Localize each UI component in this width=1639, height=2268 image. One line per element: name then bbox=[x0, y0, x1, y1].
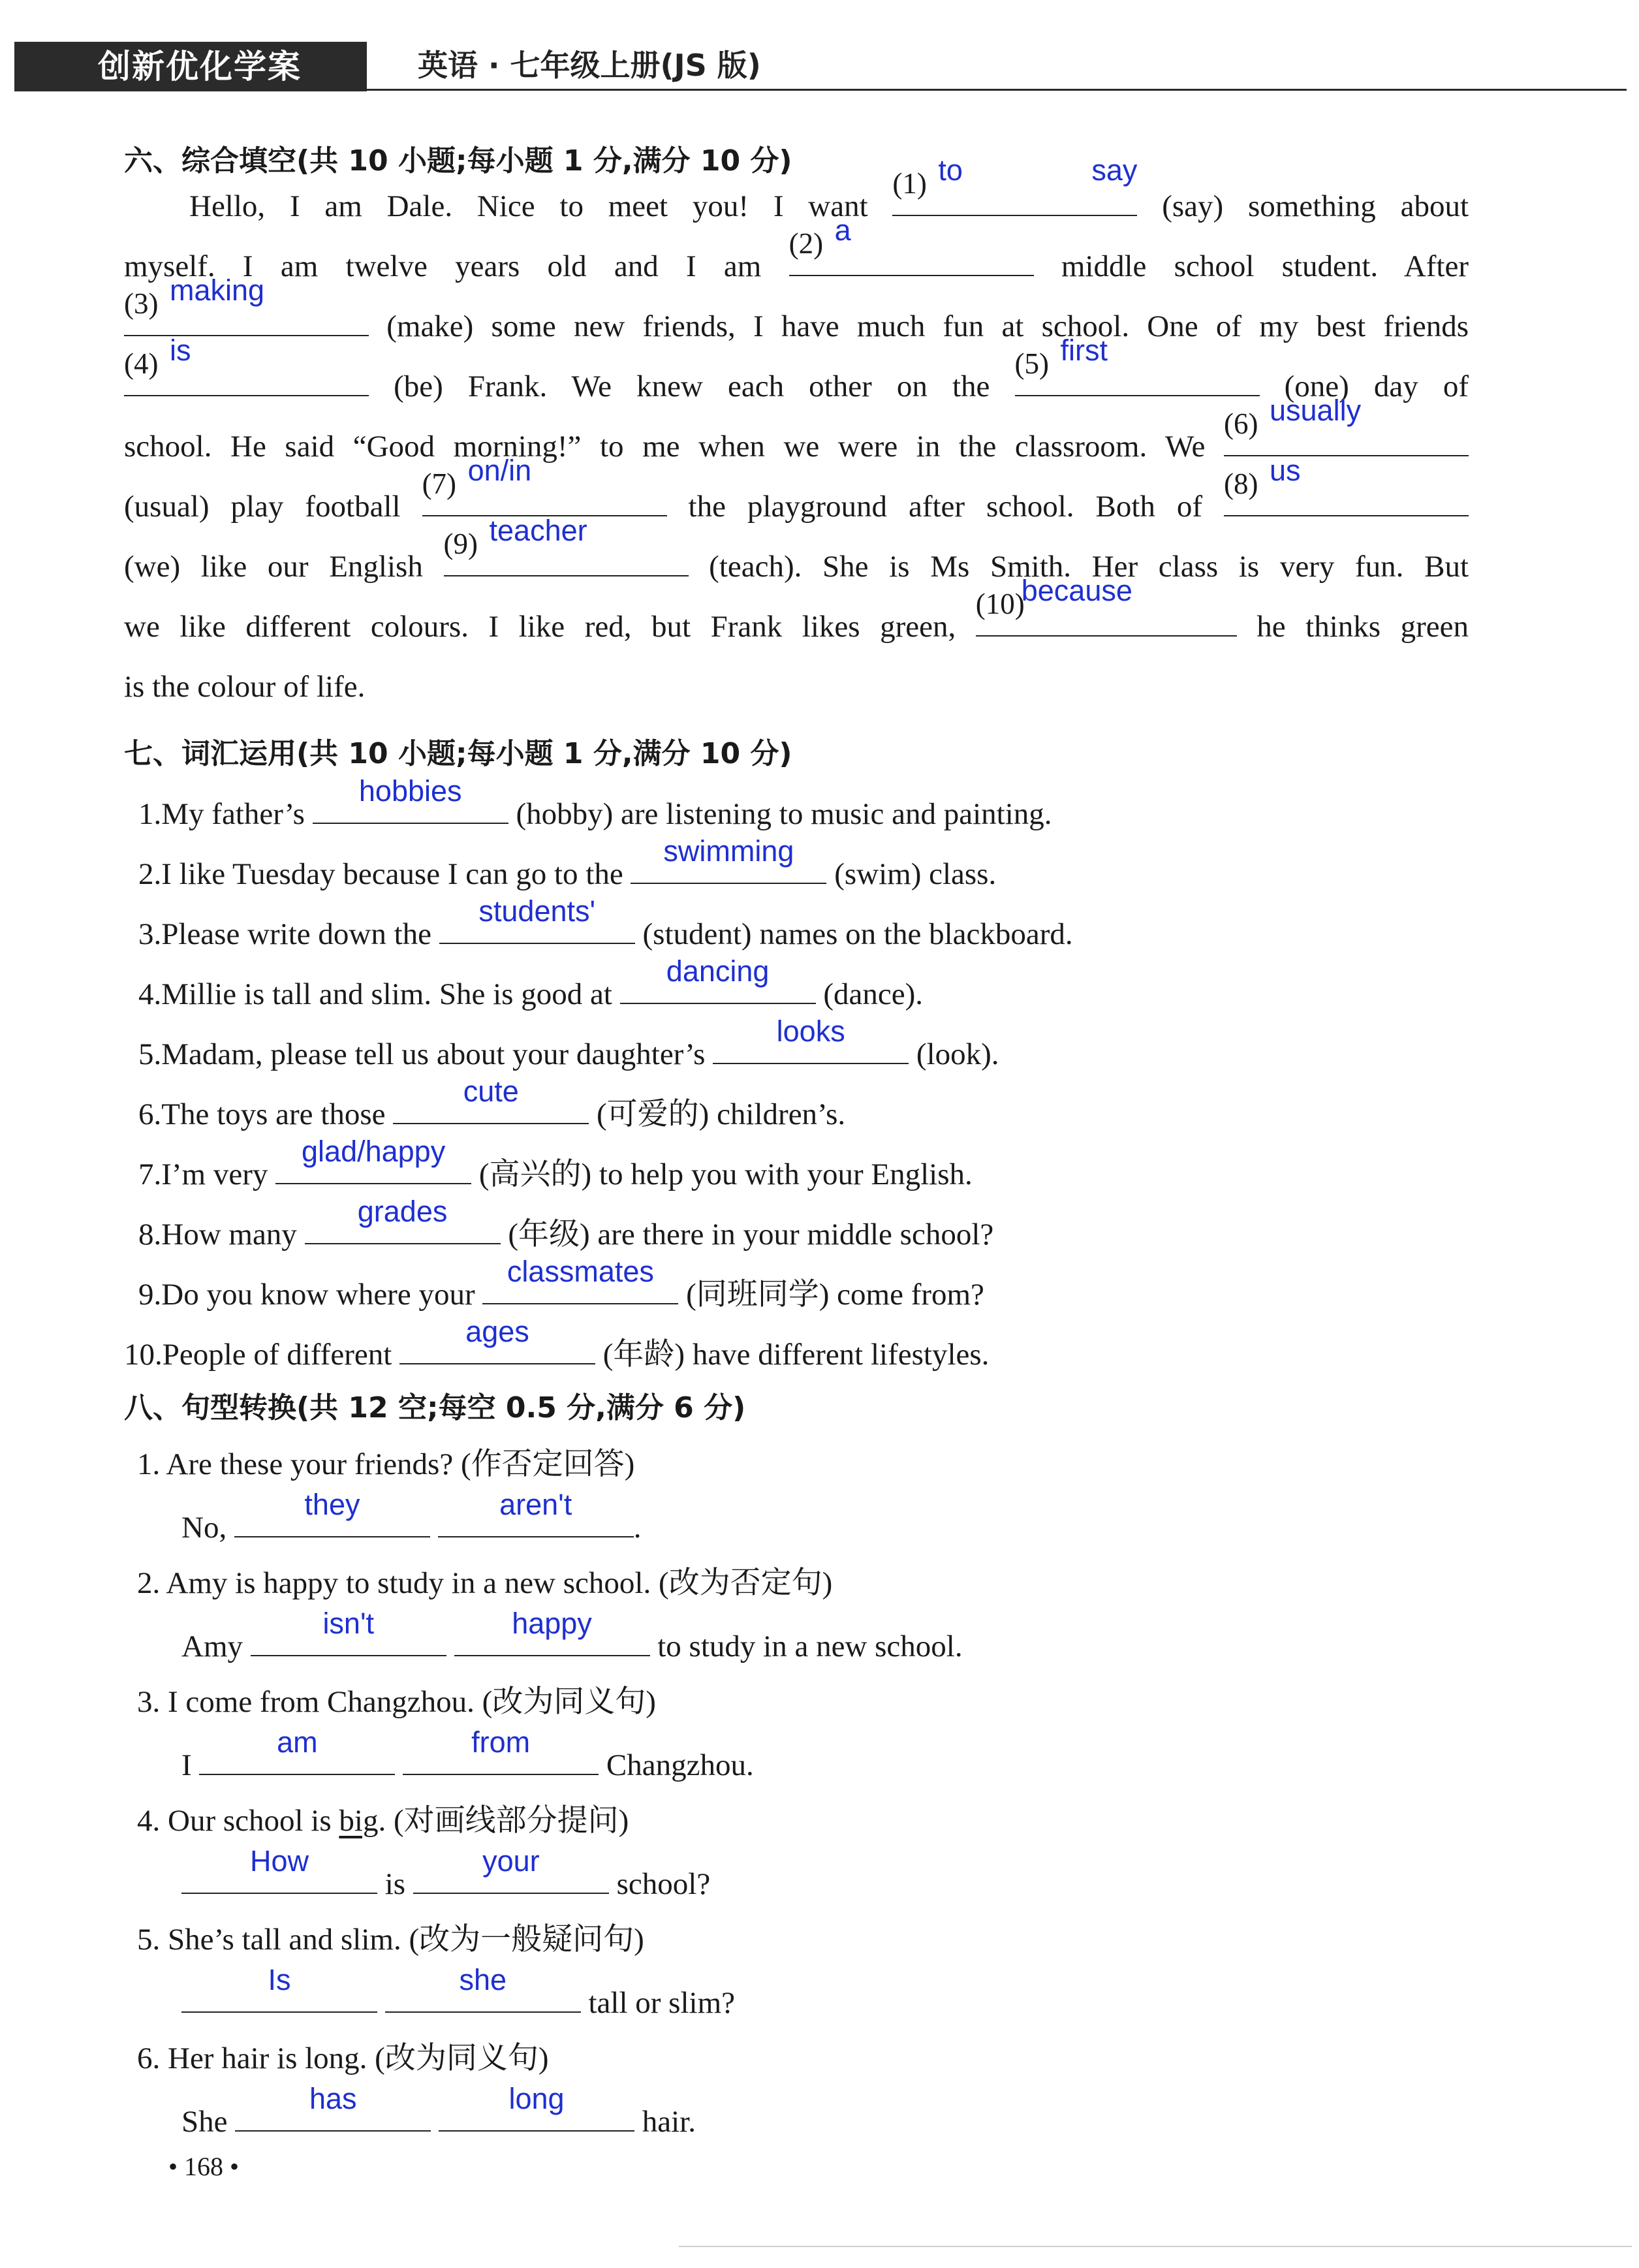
blank-number: (10) bbox=[975, 588, 1025, 620]
vocab-item: 3.Please write down the students' (student) names on the blackboard. bbox=[138, 894, 1073, 951]
vocab-blank[interactable] bbox=[313, 774, 508, 824]
transform-answer-line: How is your school? bbox=[181, 1856, 710, 1902]
vocab-blank[interactable] bbox=[620, 954, 816, 1004]
footer-rule bbox=[679, 2246, 1632, 2247]
answer-blank-1[interactable] bbox=[181, 1844, 377, 1894]
answer-text: from bbox=[471, 1725, 531, 1759]
item-suffix: (swim) class. bbox=[826, 857, 997, 891]
answer-text: they bbox=[304, 1488, 360, 1521]
passage-line: (4) is (be) Frank. We knew each other on the (5) first (one) day of bbox=[124, 356, 1469, 417]
item-number: 4. bbox=[138, 977, 162, 1011]
vocab-item: 8.How many grades (年级) are there in your middle school? bbox=[138, 1195, 994, 1252]
passage-line: (usual) play football (7) on/in the playground after school. Both of (8) us bbox=[124, 477, 1469, 537]
answer-text: swimming bbox=[663, 834, 794, 868]
passage-line: is the colour of life. bbox=[124, 670, 366, 704]
blank-number: (1) bbox=[892, 167, 927, 200]
item-number: 3. bbox=[138, 917, 162, 951]
blank-number: (2) bbox=[788, 227, 824, 260]
answer-text: How bbox=[249, 1844, 309, 1878]
answer-blank-1[interactable] bbox=[199, 1725, 395, 1775]
passage-line: Hello, I am Dale. Nice to meet you! I want (1) to say (say) something about bbox=[124, 176, 1469, 236]
answer-text: to say bbox=[938, 153, 1138, 187]
passage-line: myself. I am twelve years old and I am (2) a middle school student. After bbox=[124, 236, 1469, 296]
answer-text: grades bbox=[357, 1195, 448, 1228]
vocab-blank[interactable] bbox=[631, 834, 826, 884]
answer-text: isn't bbox=[322, 1607, 375, 1640]
item-number: 5. bbox=[138, 1037, 162, 1071]
transform-question: 4. Our school is big. (对画线部分提问) bbox=[137, 1804, 629, 1838]
answer-text: classmates bbox=[507, 1255, 654, 1288]
answer-text: is bbox=[170, 334, 191, 367]
blank-number: (8) bbox=[1224, 467, 1258, 500]
blank-number: (7) bbox=[422, 467, 457, 500]
vocab-item: 9.Do you know where your classmates (同班同学) come from? bbox=[138, 1255, 984, 1312]
answer-text: long bbox=[508, 2082, 565, 2115]
vocab-item: 5.Madam, please tell us about your daughter’s looks (look). bbox=[138, 1015, 999, 1071]
section-7-title: 七、词汇运用(共 10 小题;每小题 1 分,满分 10 分) bbox=[124, 737, 792, 770]
answer-text: your bbox=[482, 1844, 540, 1878]
transform-question: 3. I come from Changzhou. (改为同义句) bbox=[137, 1685, 656, 1719]
answer-blank-2[interactable] bbox=[385, 1963, 581, 2013]
vocab-blank[interactable] bbox=[275, 1135, 471, 1184]
item-suffix: (同班同学) come from? bbox=[678, 1278, 984, 1312]
header-rule bbox=[14, 89, 1627, 91]
passage-line: school. He said “Good morning!” to me when we were in the classroom. We (6) usually bbox=[124, 417, 1469, 477]
answer-text: she bbox=[459, 1963, 507, 1996]
passage-blank[interactable] bbox=[443, 514, 689, 576]
underlined-word: big bbox=[339, 1804, 379, 1838]
item-number: 7. bbox=[138, 1158, 162, 1191]
transform-answer-line: I am from Changzhou. bbox=[181, 1725, 754, 1782]
transform-question: 1. Are these your friends? (作否定回答) bbox=[137, 1447, 635, 1481]
answer-text: Is bbox=[268, 1963, 291, 1996]
item-suffix: (hobby) are listening to music and painting. bbox=[508, 797, 1052, 831]
answer-blank-2[interactable] bbox=[413, 1844, 609, 1894]
transform-answer-line: Amy isn't happy to study in a new school. bbox=[181, 1607, 963, 1663]
passage-blank[interactable] bbox=[788, 213, 1034, 276]
blank-number: (3) bbox=[124, 287, 159, 320]
passage-blank[interactable] bbox=[975, 574, 1237, 637]
answer-text: students' bbox=[478, 894, 596, 928]
passage-blank[interactable] bbox=[124, 334, 369, 396]
item-suffix: (高兴的) to help you with your English. bbox=[471, 1158, 973, 1191]
answer-text: has bbox=[309, 2082, 357, 2115]
answer-text: aren't bbox=[499, 1488, 572, 1521]
section-8-title: 八、句型转换(共 12 空;每空 0.5 分,满分 6 分) bbox=[124, 1391, 746, 1425]
item-number: 1. bbox=[138, 797, 162, 831]
answer-text: teacher bbox=[489, 514, 587, 547]
answer-blank-1[interactable] bbox=[251, 1607, 446, 1656]
answer-text: happy bbox=[512, 1607, 592, 1640]
blank-number: (9) bbox=[443, 528, 478, 560]
transform-question: 5. She’s tall and slim. (改为一般疑问句) bbox=[137, 1923, 644, 1957]
answer-blank-2[interactable] bbox=[438, 1488, 634, 1537]
answer-text: first bbox=[1060, 334, 1108, 367]
transform-answer-line: She has long hair. bbox=[181, 2082, 696, 2139]
answer-text: am bbox=[277, 1725, 318, 1759]
answer-text: making bbox=[170, 274, 265, 307]
vocab-blank[interactable] bbox=[439, 894, 635, 944]
answer-text: us bbox=[1270, 454, 1301, 487]
answer-text: a bbox=[834, 213, 851, 247]
answer-blank-1[interactable] bbox=[235, 2082, 431, 2132]
item-number: 6. bbox=[138, 1097, 162, 1131]
section-6-title: 六、综合填空(共 10 小题;每小题 1 分,满分 10 分) bbox=[124, 144, 792, 178]
answer-text: dancing bbox=[666, 954, 770, 988]
item-suffix: (年级) are there in your middle school? bbox=[500, 1218, 994, 1252]
answer-text: usually bbox=[1270, 394, 1362, 427]
answer-text: cute bbox=[463, 1075, 519, 1108]
item-number: 10. bbox=[124, 1338, 163, 1372]
transform-question: 6. Her hair is long. (改为同义句) bbox=[137, 2041, 549, 2075]
answer-text: ages bbox=[465, 1315, 529, 1348]
answer-text: looks bbox=[776, 1015, 845, 1048]
answer-blank-2[interactable] bbox=[439, 2082, 634, 2132]
vocab-item: 2.I like Tuesday because I can go to the swimming (swim) class. bbox=[138, 834, 997, 891]
answer-text: hobbies bbox=[358, 774, 462, 808]
item-suffix: (look). bbox=[909, 1037, 999, 1071]
answer-text: on/in bbox=[467, 454, 532, 487]
answer-text: glad/happy bbox=[302, 1135, 446, 1168]
answer-blank-2[interactable] bbox=[454, 1607, 650, 1656]
vocab-blank[interactable] bbox=[482, 1255, 678, 1304]
transform-question: 2. Amy is happy to study in a new school. (改为否定句) bbox=[137, 1566, 833, 1600]
passage-line: (3) making (make) some new friends, I have much fun at school. One of my best friends bbox=[124, 296, 1469, 356]
answer-blank-2[interactable] bbox=[403, 1725, 599, 1775]
page-number: • 168 • bbox=[168, 2152, 240, 2181]
item-number: 9. bbox=[138, 1278, 162, 1312]
answer-text: because bbox=[1021, 574, 1132, 607]
passage-line: we like different colours. I like red, but Frank likes green, (10) because he thinks green bbox=[124, 597, 1469, 657]
blank-number: (6) bbox=[1224, 407, 1258, 440]
vocab-blank[interactable] bbox=[393, 1075, 589, 1124]
passage-blank[interactable] bbox=[1014, 334, 1260, 396]
vocab-item: 4.Millie is tall and slim. She is good at dancing (dance). bbox=[138, 954, 924, 1011]
item-suffix: (年龄) have different lifestyles. bbox=[595, 1338, 990, 1372]
item-number: 2. bbox=[138, 857, 162, 891]
vocab-blank[interactable] bbox=[305, 1195, 501, 1244]
vocab-blank[interactable] bbox=[399, 1315, 595, 1364]
item-suffix: (dance). bbox=[815, 977, 924, 1011]
vocab-item: 10.People of different ages (年龄) have different lifestyles. bbox=[124, 1315, 990, 1372]
blank-number: (4) bbox=[124, 347, 159, 380]
transform-answer-line: No, they aren't . bbox=[181, 1488, 642, 1545]
passage-line: (we) like our English (9) teacher (teach). She is Ms Smith. Her class is very fun. But bbox=[124, 537, 1469, 597]
item-number: 8. bbox=[138, 1218, 162, 1252]
book-subject: 英语 · 七年级上册(JS 版) bbox=[418, 48, 761, 83]
vocab-item: 7.I’m very glad/happy (高兴的) to help you with your English. bbox=[138, 1135, 973, 1191]
book-brand: 创新优化学案 bbox=[98, 48, 302, 86]
vocab-item: 1.My father’s hobbies (hobby) are listening to music and painting. bbox=[138, 774, 1052, 831]
blank-number: (5) bbox=[1014, 347, 1049, 380]
vocab-blank[interactable] bbox=[713, 1015, 909, 1064]
answer-blank-1[interactable] bbox=[234, 1488, 430, 1537]
item-suffix: (student) names on the blackboard. bbox=[634, 917, 1073, 951]
transform-answer-line: Is she tall or slim? bbox=[181, 1975, 735, 2021]
passage-blank[interactable] bbox=[1224, 454, 1469, 516]
answer-blank-1[interactable] bbox=[181, 1963, 377, 2013]
vocab-item: 6.The toys are those cute (可爱的) children’s. bbox=[138, 1075, 846, 1131]
item-suffix: (可爱的) children’s. bbox=[589, 1097, 846, 1131]
